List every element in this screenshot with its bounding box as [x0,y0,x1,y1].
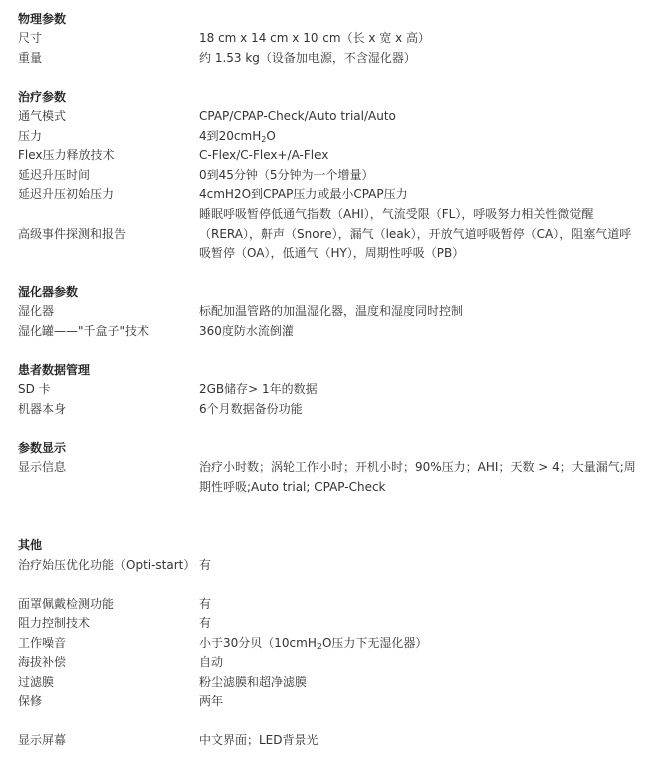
value-text: 小于30分贝（10cmH [199,636,317,650]
spec-value: 18 cm x 14 cm x 10 cm（长 x 宽 x 高） [199,31,431,45]
spec-label: 高级事件探测和报告 [18,226,127,241]
spec-label: 压力 [18,129,43,143]
spec-value: 6个月数据备份功能 [199,402,303,416]
subscript: 2 [261,135,267,144]
spec-value: 有 [199,558,212,572]
spec-label: 通气模式 [18,109,67,123]
spec-label: 保修 [18,694,43,708]
spec-label: 海拔补偿 [18,655,67,669]
section-heading: 参数显示 [18,441,67,455]
spec-label: 显示屏幕 [18,733,67,747]
spec-label: 延迟升压时间 [18,168,91,182]
subscript: 2 [316,642,322,651]
spec-label: 治疗始压优化功能（Opti-start） [18,558,196,572]
section-heading: 其他 [18,538,43,552]
spec-value: 4cmH2O到CPAP压力或最小CPAP压力 [199,187,408,201]
spec-label: 尺寸 [18,31,43,45]
spec-label: SD 卡 [18,382,51,396]
section-heading: 物理参数 [18,12,67,26]
spec-value: 两年 [199,694,224,708]
spec-value: CPAP/CPAP-Check/Auto trial/Auto [199,109,396,123]
spec-value: 中文界面；LED背景光 [199,733,319,747]
spec-value: 360度防水流倒灌 [199,324,294,338]
spec-value: 自动 [199,655,224,669]
spec-value [199,634,637,654]
section-heading: 患者数据管理 [18,363,91,377]
spec-value: 2GB储存> 1年的数据 [199,382,318,396]
value-text: 4到20cmH [199,129,262,143]
spec-label: Flex压力释放技术 [18,148,115,162]
spec-label: 阻力控制技术 [18,616,91,630]
spec-value: 粉尘滤膜和超净滤膜 [199,675,308,689]
value-text: O [266,129,276,143]
spec-label: 机器本身 [18,402,67,416]
value-text: O压力下无湿化器） [321,636,428,650]
section-heading: 治疗参数 [18,90,67,104]
spec-value: 有 [199,597,212,611]
spec-value [199,127,637,147]
spec-label: 过滤膜 [18,675,55,689]
spec-value: 睡眠呼吸暂停低通气指数（AHI），气流受限（FL），呼吸努力相关性微觉醒（RERA），鼾声（Snore），漏气（leak），开放气道呼吸暂停（CA），阻塞气道呼吸暂停（OA），低通气（HY），周期性呼吸（PB） [199,207,632,260]
spec-value: 标配加温管路的加温湿化器，温度和湿度同时控制 [199,304,464,318]
spec-value: 治疗小时数；涡轮工作小时；开机小时；90%压力；AHI；天数 > 4；大量漏气;周期性呼吸;Auto trial; CPAP-Check [199,460,636,494]
spec-label: 湿化罐——"千盒子"技术 [18,324,150,338]
spec-value: C-Flex/C-Flex+/A-Flex [199,148,329,162]
spec-value: 有 [199,616,212,630]
spec-value: 约 1.53 kg（设备加电源，不含湿化器） [199,51,416,65]
spec-label: 延迟升压初始压力 [18,187,115,201]
spec-value: 0到45分钟（5分钟为一个增量） [199,168,374,182]
spec-label: 湿化器 [18,304,55,318]
section-heading: 湿化器参数 [18,285,79,299]
spec-label: 显示信息 [18,460,67,474]
spec-label: 面罩佩戴检测功能 [18,597,115,611]
spec-label: 重量 [18,51,43,65]
spec-label: 工作噪音 [18,636,67,650]
